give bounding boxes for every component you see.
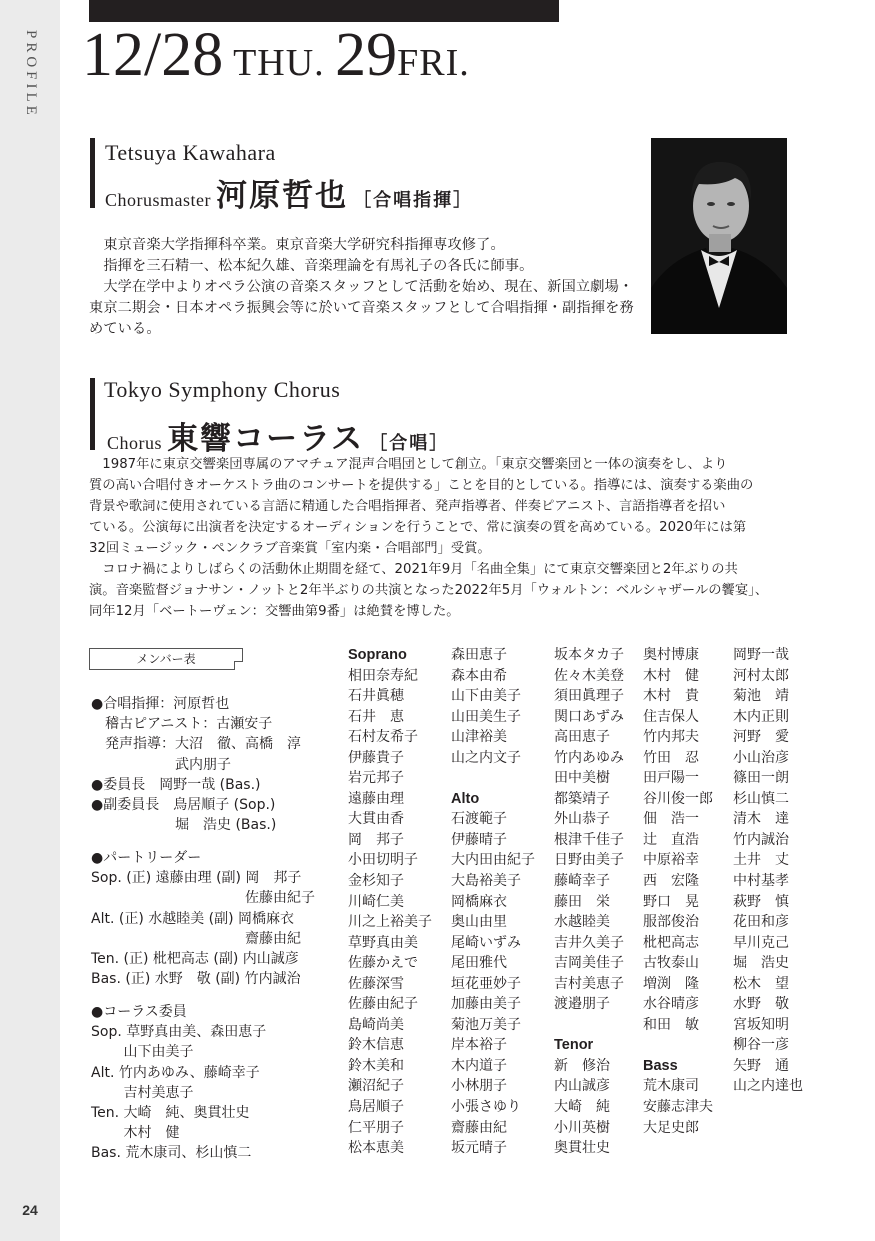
alto-header: Alto [451,790,480,807]
conductor-role-line [105,170,473,215]
bio-line: めている。 [89,321,161,337]
bio-line: 32回ミュージック・ペンクラブ音楽賞「室内楽・合唱部門」受賞。 [89,541,491,556]
chorus-role-jp: ［合唱］ [369,433,450,454]
header-bar [89,0,559,22]
date-dow-1: THU. [233,42,325,84]
chorus-name-jp: 東響コーラス [167,421,365,457]
bio-line: コロナ禍によりしばらくの活動休止期間を経て、2021年9月「名曲全集」にて東京交響楽団と2年ぶりの共 [89,562,738,577]
tenor-header: Tenor [554,1037,594,1054]
alto-list-continued: 坂本タカ子 佐々木美登 須田眞理子 関口あずみ 高田恵子 竹内あゆみ 田中美樹 都築靖子 外山恭子 根津千佳子 日野由美子 藤崎幸子 藤田 栄 水越睦美 吉井久美子 吉岡美佳子 吉村美恵子 渡邉朋子 [554,647,624,1013]
date-second: 29 [335,21,398,89]
soprano-header: Soprano [348,647,407,663]
bio-line: 大学在学中よりオペラ公演の音楽スタッフとして活動を始め、現在、新国立劇場・ [89,279,634,295]
conductor-name-jp: 河原哲也 [216,178,349,214]
conductor-role-jp: ［合唱指揮］ [353,190,474,211]
bio-line: 演。音楽監督ジョナサン・ノットと2年半ぶりの共演となった2022年5月「ウォルトン：ベルシャザールの饗宴」、 [89,583,769,598]
member-column-1 [348,645,432,1159]
bio-line: 指揮を三石精一、松本紀久雄、音楽理論を有馬礼子の各氏に師事。 [89,258,534,274]
section-rule [90,378,95,450]
page-number: 24 [22,1202,38,1218]
date-dow-2: FRI. [397,42,470,84]
bass-list: 荒木康司 安藤志津夫 大足史郎 [643,1078,713,1136]
chorus-committee: ●コーラス委員 Sop. 草野真由美、森田恵子 山下由美子 Alt. 竹内あゆみ、藤崎幸子 吉村美恵子 Ten. 大崎 純、奥貫壮史 木村 健 Bas. 荒木康司、杉山慎二 [91,1004,267,1162]
part-leaders: ●パートリーダー Sop. (正) 遠藤由理 (副) 岡 邦子 佐藤由紀子 Alt. (正) 水越睦美 (副) 岡橋麻衣 齋藤由紀 Ten. (正) 枇杷高志 (副) 内山誠彦 Bas. (正) 水野 敬 (副) 竹内誠治 [91,850,315,988]
section-rule [90,138,95,208]
member-column-2 [451,645,535,1159]
date-main: 12/28 [82,21,224,89]
bio-line: 同年12月「ベートーヴェン：交響曲第9番」は絶賛を博した。 [89,604,460,619]
bio-line: 1987年に東京交響楽団専属のアマチュア混声合唱団として創立。「東京交響楽団と一体の演奏をし、より [89,457,728,472]
conductor-photo [651,138,787,334]
bio-line: 東京音楽大学指揮科卒業。東京音楽大学研究科指揮専攻修了。 [89,237,505,253]
member-column-3 [554,645,624,1159]
bio-line: 東京二期会・日本オペラ振興会等に於いて音楽スタッフとして合唱指揮・副指揮を務 [89,300,634,316]
bio-line: 質の高い合唱付きオーケストラ曲のコンサートを提供する」ことを目的としている。指導には、演奏する楽曲の [89,478,754,493]
bio-line: ている。公演毎に出演者を決定するオーディションを行うことで、常に演奏の質を高めている。2020年には第 [89,520,747,535]
chorus-name-en: Tokyo Symphony Chorus [104,377,341,402]
chorus-role-line [107,413,449,458]
section-label: PROFILE [23,30,39,119]
concert-date [82,21,470,89]
member-column-5 [733,645,803,1097]
conductor-bio [89,235,634,340]
bass-header: Bass [643,1057,678,1074]
tenor-list: 新 修治 内山誠彦 大崎 純 小川英樹 奥貫壮史 [554,1057,610,1157]
member-column-4 [643,645,713,1138]
member-list-label: メンバー表 [89,648,243,670]
staff-officers: ●合唱指揮：河原哲也 稽古ピアニスト：古瀬安子 発声指導：大沼 徹、高橋 淳 武内朋子 ●委員長 岡野一哉 (Bas.) ●副委員長 鳥居順子 (Sop.) 堀 浩史 (Bas.) [91,696,301,834]
soprano-list-continued: 森田恵子 森本由希 山下由美子 山田美生子 山津裕美 山之内文子 [451,647,521,766]
conductor-role-en: Chorusmaster [105,190,211,210]
conductor-name-en: Tetsuya Kawahara [105,140,276,165]
tenor-list-continued: 奥村博康 木村 健 木村 貴 住吉保人 竹内邦夫 竹田 忍 田戸陽一 谷川俊一郎 佃 浩一 辻 直浩 中原裕幸 西 宏隆 野口 晃 服部俊治 枇杷高志 古牧泰山 増渕 隆 水谷晴彦 和田 敏 [643,647,713,1033]
bio-line: 背景や歌詞に使用されている言語に精通した合唱指揮者、発声指導者、伴奏ピアニスト、言語指導者を招い [89,499,726,514]
chorus-bio [89,454,768,622]
bass-list-continued: 岡野一哉 河村太郎 菊池 靖 木内正則 河野 愛 小山治彦 篠田一朗 杉山慎二 清木 達 竹内誠治 土井 丈 中村基孝 萩野 慎 花田和彦 早川克己 堀 浩史 松木 望 水野 敬 宮坂知明 柳谷一彦 矢野 通 山之内達也 [733,647,803,1095]
alto-list: 石渡範子 伊藤晴子 大内田由紀子 大島裕美子 岡橋麻衣 奥山由里 尾崎いずみ 尾田雅代 垣花亜妙子 加藤由美子 菊池万美子 岸本裕子 木内道子 小林朋子 小張さゆり 齋藤由紀 坂元晴子 [451,811,535,1157]
chorus-role-en: Chorus [107,433,163,453]
sidebar [0,0,60,1241]
soprano-list: 相田奈寿紀 石井眞穂 石井 恵 石村友希子 伊藤貴子 岩元邦子 遠藤由理 大貫由香 岡 邦子 小田切明子 金杉知子 川崎仁美 川之上裕美子 草野真由美 佐藤かえで 佐藤深雪 佐藤由紀子 島崎尚美 鈴木信恵 鈴木美和 瀬沼紀子 鳥居順子 仁平朋子 松本恵美 [348,667,432,1157]
